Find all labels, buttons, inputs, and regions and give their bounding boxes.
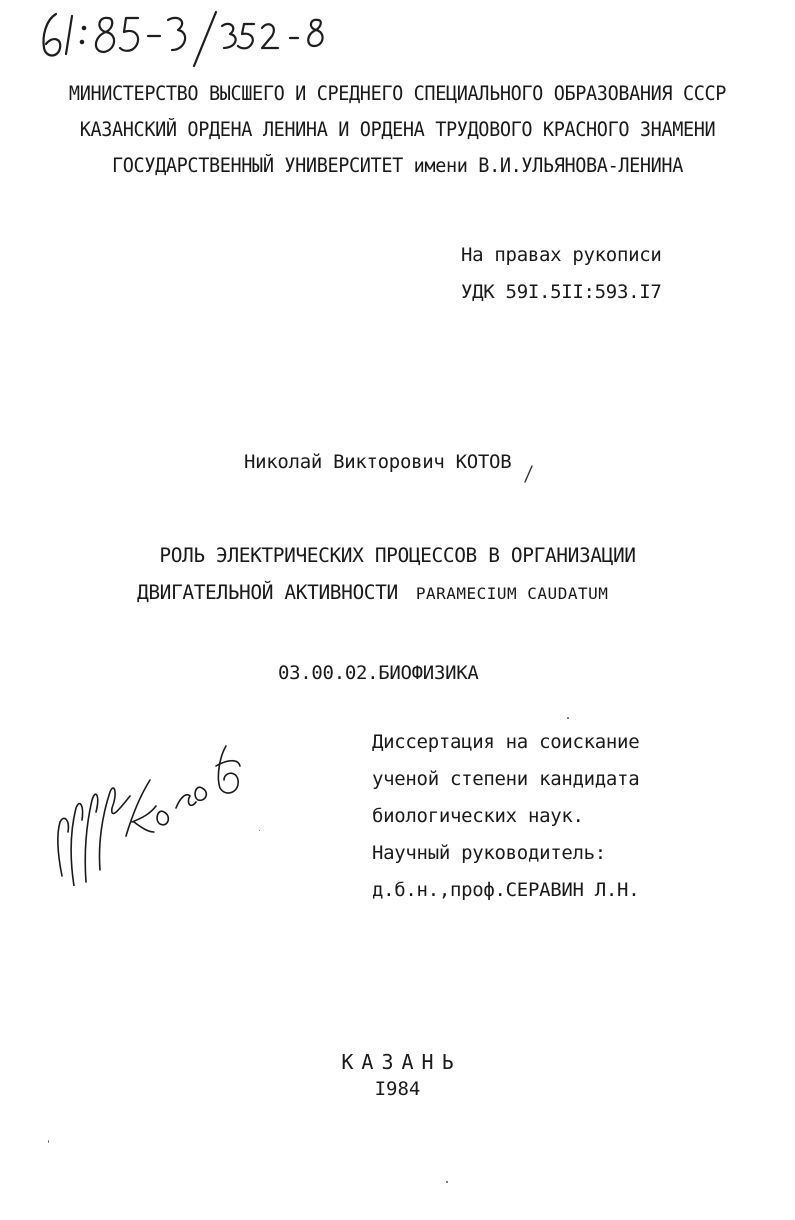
- species-name: PARAMECIUM CAUDATUM: [415, 584, 609, 603]
- udc-code: УДК 59I.5II:593.I7: [461, 281, 662, 303]
- thesis-info-line-3: биологических наук.: [372, 805, 584, 827]
- thesis-title-line-2-text: ДВИГАТЕЛЬНОЙ АКТИВНОСТИ: [137, 581, 398, 604]
- university-line-1: КАЗАНСКИЙ ОРДЕНА ЛЕНИНА И ОРДЕНА ТРУДОВОГО КРАСНОГО ЗНАМЕНИ: [79, 118, 716, 141]
- thesis-info-block: [372, 724, 639, 909]
- archive-number-ink: [32, 6, 332, 70]
- thesis-info-line-1: Диссертация на соискание: [372, 731, 640, 753]
- signature-ink: [40, 736, 270, 886]
- ministry-line: МИНИСТЕРСТВО ВЫСШЕГО И СРЕДНЕГО СПЕЦИАЛЬНОГО ОБРАЗОВАНИЯ СССР: [68, 82, 727, 105]
- pen-tick-mark: [521, 462, 535, 486]
- year: I984: [374, 1078, 421, 1100]
- manuscript-rights-note: На правах рукописи: [461, 244, 662, 266]
- specialty-code: 03.00.02.БИОФИЗИКА: [278, 662, 479, 684]
- author-signature: [40, 736, 270, 886]
- archive-number-handwritten: [32, 6, 332, 70]
- thesis-title-line-2: [137, 581, 608, 604]
- university-line-2: ГОСУДАРСТВЕННЫЙ УНИВЕРСИТЕТ имени В.И.УЛЬЯНОВА-ЛЕНИНА: [112, 154, 683, 177]
- thesis-info-line-2: ученой степени кандидата: [372, 768, 640, 790]
- scan-speck: [446, 1181, 448, 1183]
- city: КАЗАНЬ: [341, 1050, 462, 1074]
- scan-speck: [259, 830, 260, 831]
- author-name: Николай Викторович КОТОВ: [244, 451, 512, 473]
- scan-speck: [567, 717, 569, 719]
- advisor-name: д.б.н.,проф.СЕРАВИН Л.Н.: [372, 879, 640, 901]
- scan-speck: [48, 1140, 49, 1143]
- thesis-title-line-1: РОЛЬ ЭЛЕКТРИЧЕСКИХ ПРОЦЕССОВ В ОРГАНИЗАЦИИ: [159, 544, 636, 567]
- advisor-label: Научный руководитель:: [372, 842, 606, 864]
